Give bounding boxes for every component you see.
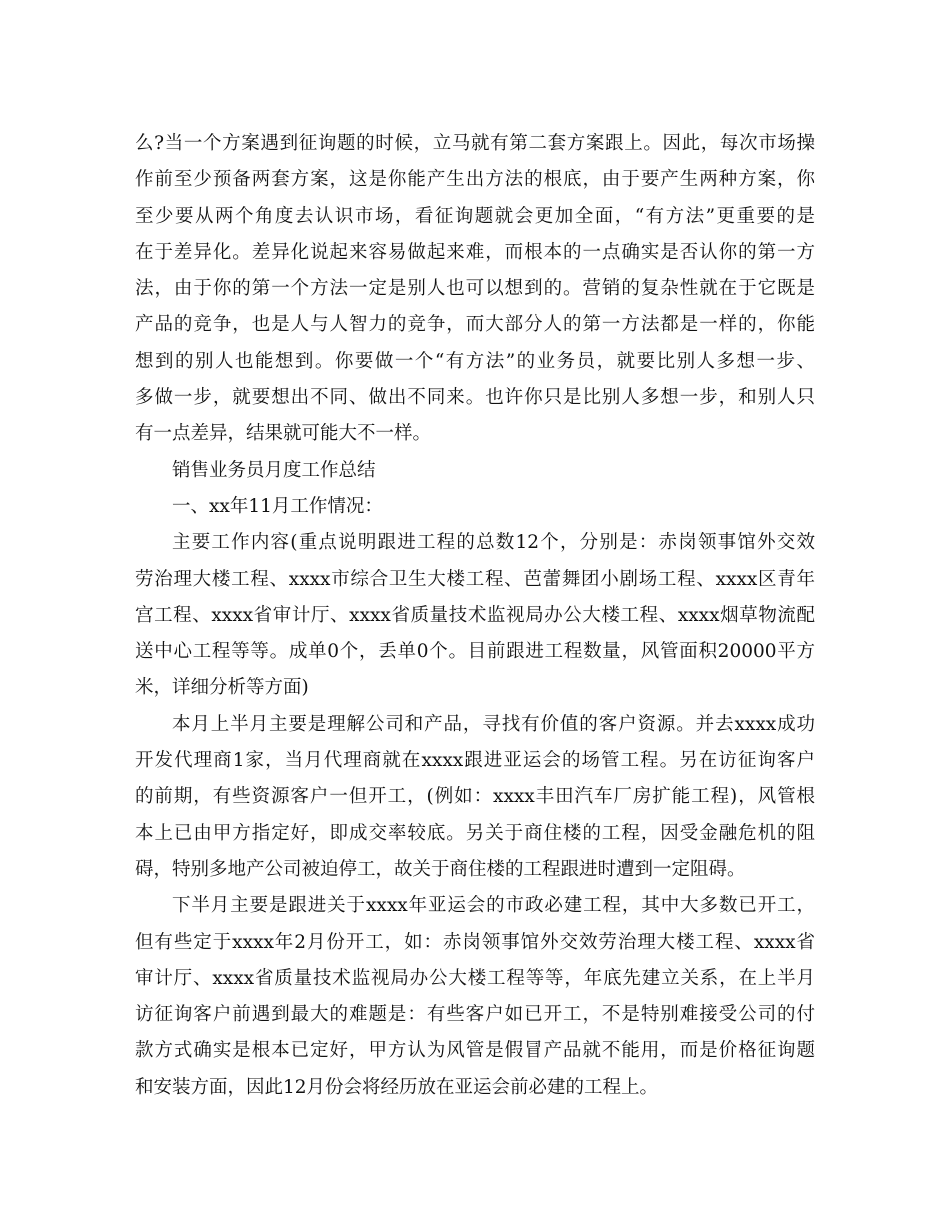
text-line: 本月上半月主要是理解公司和产品，寻找有价值的客户资源。并去xxxx成功: [172, 713, 815, 735]
text-line: 一、xx年11月工作情况：: [172, 495, 383, 517]
text-line: 法，由于你的第一个方法一定是别人也可以想到的。营销的复杂性就在于它既是: [135, 278, 815, 300]
document-body: [135, 126, 815, 1106]
text-line: 送中心工程等等。成单0个，丢单0个。目前跟进工程数量，风管面积20000平方: [135, 641, 815, 663]
text-line: 想到的别人也能想到。你要做一个“有方法”的业务员，就要比别人多想一步、: [135, 350, 815, 372]
text-line: 碍，特别多地产公司被迫停工，故关于商住楼的工程跟进时遭到一定阻碍。: [135, 858, 746, 880]
text-line: 销售业务员月度工作总结: [172, 459, 376, 481]
text-line: 审计厅、xxxx省质量技术监视局办公大楼工程等等，年底先建立关系，在上半月: [135, 967, 815, 989]
text-line: 米，详细分析等方面): [135, 677, 309, 699]
text-line: 劳治理大楼工程、xxxx市综合卫生大楼工程、芭蕾舞团小剧场工程、xxxx区青年: [135, 568, 815, 590]
text-line: 主要工作内容(重点说明跟进工程的总数12个，分别是：赤岗领事馆外交效: [172, 532, 815, 554]
text-line: 本上已由甲方指定好，即成交率较底。另关于商住楼的工程，因受金融危机的阻: [135, 822, 815, 844]
text-line: 么?当一个方案遇到征询题的时候，立马就有第二套方案跟上。因此，每次市场操: [135, 133, 815, 154]
text-line: 的前期，有些资源客户一但开工，(例如：xxxx丰田汽车厂房扩能工程)，风管根: [135, 786, 815, 808]
text-line: 和安装方面，因此12月份会将经历放在亚运会前必建的工程上。: [135, 1076, 659, 1098]
text-line: 作前至少预备两套方案，这是你能产生出方法的根底，由于要产生两种方案，你: [135, 169, 815, 191]
text-line: 开发代理商1家，当月代理商就在xxxx跟进亚运会的场管工程。另在访征询客户: [135, 750, 815, 772]
text-line: 访征询客户前遇到最大的难题是：有些客户如已开工，不是特别难接受公司的付: [135, 1004, 815, 1026]
text-line: 下半月主要是跟进关于xxxx年亚运会的市政必建工程，其中大多数已开工，: [172, 895, 815, 917]
text-line: 款方式确实是根本已定好，甲方认为风管是假冒产品就不能用，而是价格征询题: [135, 1040, 815, 1062]
text-line: 但有些定于xxxx年2月份开工，如：赤岗领事馆外交效劳治理大楼工程、xxxx省: [135, 931, 815, 953]
text-line: 多做一步，就要想出不同、做出不同来。也许你只是比别人多想一步，和别人只: [135, 387, 815, 409]
text-line: 宫工程、xxxx省审计厅、xxxx省质量技术监视局办公大楼工程、xxxx烟草物流配: [135, 604, 815, 626]
text-line: 至少要从两个角度去认识市场，看征询题就会更加全面，“有方法”更重要的是: [135, 205, 815, 227]
text-line: 在于差异化。差异化说起来容易做起来难，而根本的一点确实是否认你的第一方: [135, 241, 815, 263]
text-line: 产品的竞争，也是人与人智力的竞争，而大部分人的第一方法都是一样的，你能: [135, 314, 815, 336]
text-line: 有一点差异，结果就可能大不一样。: [135, 423, 432, 445]
